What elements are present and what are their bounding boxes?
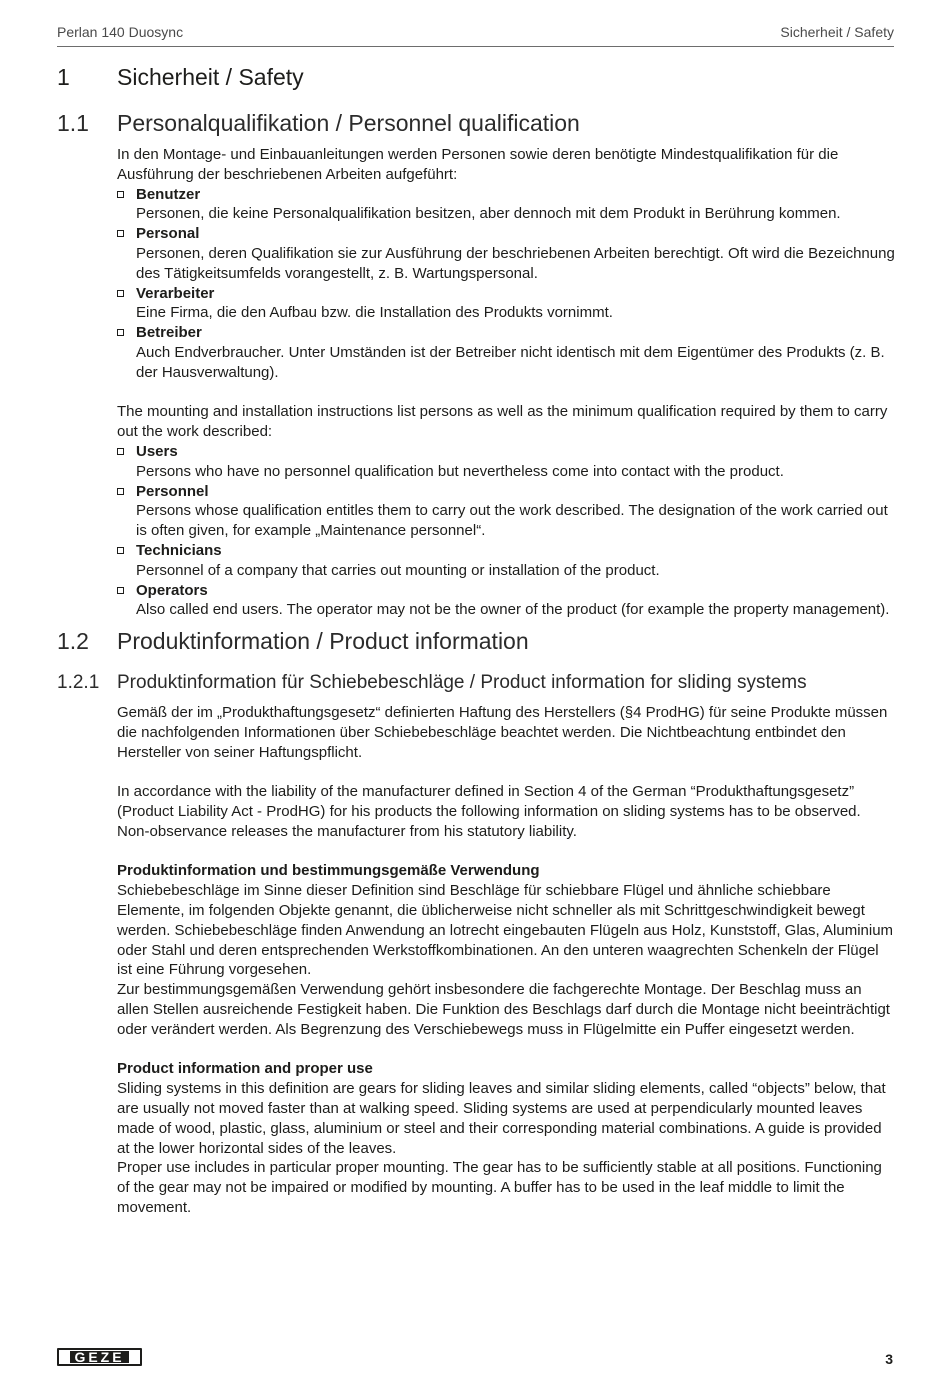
square-bullet-icon [117,547,124,554]
list-item [117,323,895,382]
list-item-term: Verarbeiter [136,284,215,302]
section-number: 1.1 [57,110,89,136]
list-item [117,284,895,324]
section-number: 1 [57,64,70,90]
list-item-term: Benutzer [136,185,201,203]
list-item-text: Personen, deren Qualifikation sie zur Ausführung der beschriebenen Arbeiten berechtigt. Oft wird die Bezeichnung des Tätigkeitsumfelds vorangestellt, z. B. Wartungspersonal. [136,244,895,282]
en-proper-use-text: Proper use includes in particular proper mounting. The gear has to be sufficiently stable at all positions. Functioning of the gear may not be impaired or modified by mounting. A buffer has to be used in the leaf middle to limit the movement. [117,1159,882,1216]
de-qualification-list [117,185,895,383]
list-item-text: Persons whose qualification entitles them to carry out the work described. The designation of the work carried out is often given, for example „Maintenance personnel“. [136,502,888,540]
personnel-qualification-body [117,145,895,620]
de-proper-use-text: Schiebebeschläge im Sinne dieser Definition sind Beschläge für schiebbare Flügel und ähnliche schiebbare Elemente, im folgenden Objekte genannt, die üblicherweise nicht schneller als mit Schrittgeschwindigkeit bewegt werden. Schiebebeschläge finden Anwendung an lotrecht eingebauten Flügeln aus Holz, Kunststoff, Glas, Aluminium oder Stahl und deren entsprechenden Werkstoffkombinationen. An den unteren waagrechten Schenkeln der Flügel ist eine Führung vorgesehen. [117,882,894,979]
list-item-text: Personen, die keine Personalqualifikation besitzen, aber dennoch mit dem Produkt in Berührung kommen. [136,205,841,223]
list-item [117,442,895,482]
square-bullet-icon [117,488,124,495]
header-product-name: Perlan 140 Duosync [57,24,184,40]
running-header [57,24,894,47]
section-title: Produktinformation für Schiebebeschläge / Product information for sliding systems [117,672,807,693]
page-number: 3 [885,1351,893,1367]
list-item-term: Users [136,442,178,460]
section-title: Produktinformation / Product information [117,628,529,654]
square-bullet-icon [117,448,124,455]
list-item-text: Auch Endverbraucher. Unter Umständen ist der Betreiber nicht identisch mit dem Eigentümer des Produkts (z. B. der Hausverwaltung). [136,343,885,381]
square-bullet-icon [117,587,124,594]
list-item-text: Persons who have no personnel qualification but nevertheless come into contact with the product. [136,462,784,480]
square-bullet-icon [117,290,124,297]
square-bullet-icon [117,329,124,336]
list-item-term: Personal [136,225,200,243]
list-item [117,482,895,541]
section-number: 1.2 [57,628,89,654]
list-item [117,185,895,225]
en-proper-use-heading: Product information and proper use [117,1060,373,1078]
de-intro-paragraph: In den Montage- und Einbauanleitungen werden Personen sowie deren benötigte Mindestqualifikation für die Ausführung der beschriebenen Arbeiten aufgeführt: [117,146,839,183]
list-item [117,581,895,621]
section-number: 1.2.1 [57,672,100,693]
de-proper-use-text: Zur bestimmungsgemäßen Verwendung gehört insbesondere die fachgerechte Montage. Der Beschlag muss an allen Stellen ausreichende Festigkeit haben. Die Funktion des Beschlags darf durch die Montage nicht beeinträchtigt oder verändert werden. Als Begrenzung des Verschiebewegs muss in Flügelmitte ein Puffer eingesetzt werden. [117,981,890,1038]
square-bullet-icon [117,230,124,237]
list-item-text: Eine Firma, die den Aufbau bzw. die Installation des Produkts vornimmt. [136,304,613,322]
logo-text: GEZE [70,1351,128,1363]
list-item [117,541,895,581]
de-proper-use-heading: Produktinformation und bestimmungsgemäße Verwendung [117,862,540,880]
section-title: Sicherheit / Safety [117,64,304,90]
en-proper-use-text: Sliding systems in this definition are gears for sliding leaves and similar sliding elements, called “objects” below, that are usually not moved faster than at walking speed. Sliding systems are used at perpendicularly mounted leaves made of wood, plastic, glass, aluminium or steel and their corresponding material combinations. A guide is provided at the lower horizontal sides of the leaves. [117,1080,886,1157]
list-item-term: Technicians [136,541,222,559]
square-bullet-icon [117,191,124,198]
en-qualification-list [117,442,895,620]
header-chapter-name: Sicherheit / Safety [780,24,894,40]
en-intro-paragraph: The mounting and installation instructions list persons as well as the minimum qualification required by them to carry out the work described: [117,403,888,441]
list-item-term: Operators [136,581,208,599]
list-item-text: Personnel of a company that carries out mounting or installation of the product. [136,561,660,579]
list-item [117,224,895,283]
de-liability-paragraph: Gemäß der im „Produkthaftungsgesetz“ definierten Haftung des Herstellers (§4 ProdHG) für seine Produkte müssen die nachfolgenden Informationen über Schiebebeschläge beachtet werden. Die Nichtbeachtung entbindet den Hersteller von seiner Haftungspflicht. [117,704,888,761]
list-item-term: Personnel [136,482,209,500]
en-liability-paragraph: In accordance with the liability of the manufacturer defined in Section 4 of the German “Produkthaftungsgesetz” (Product Liability Act - ProdHG) for his products the following information on sliding systems has to be observed. Non-observance releases the manufacturer from his statutory liability. [117,783,861,840]
sliding-systems-body [117,703,895,1218]
section-title: Personalqualifikation / Personnel qualification [117,110,580,136]
geze-logo [57,1348,142,1366]
list-item-term: Betreiber [136,324,202,342]
list-item-text: Also called end users. The operator may not be the owner of the product (for example the property management). [136,601,890,619]
